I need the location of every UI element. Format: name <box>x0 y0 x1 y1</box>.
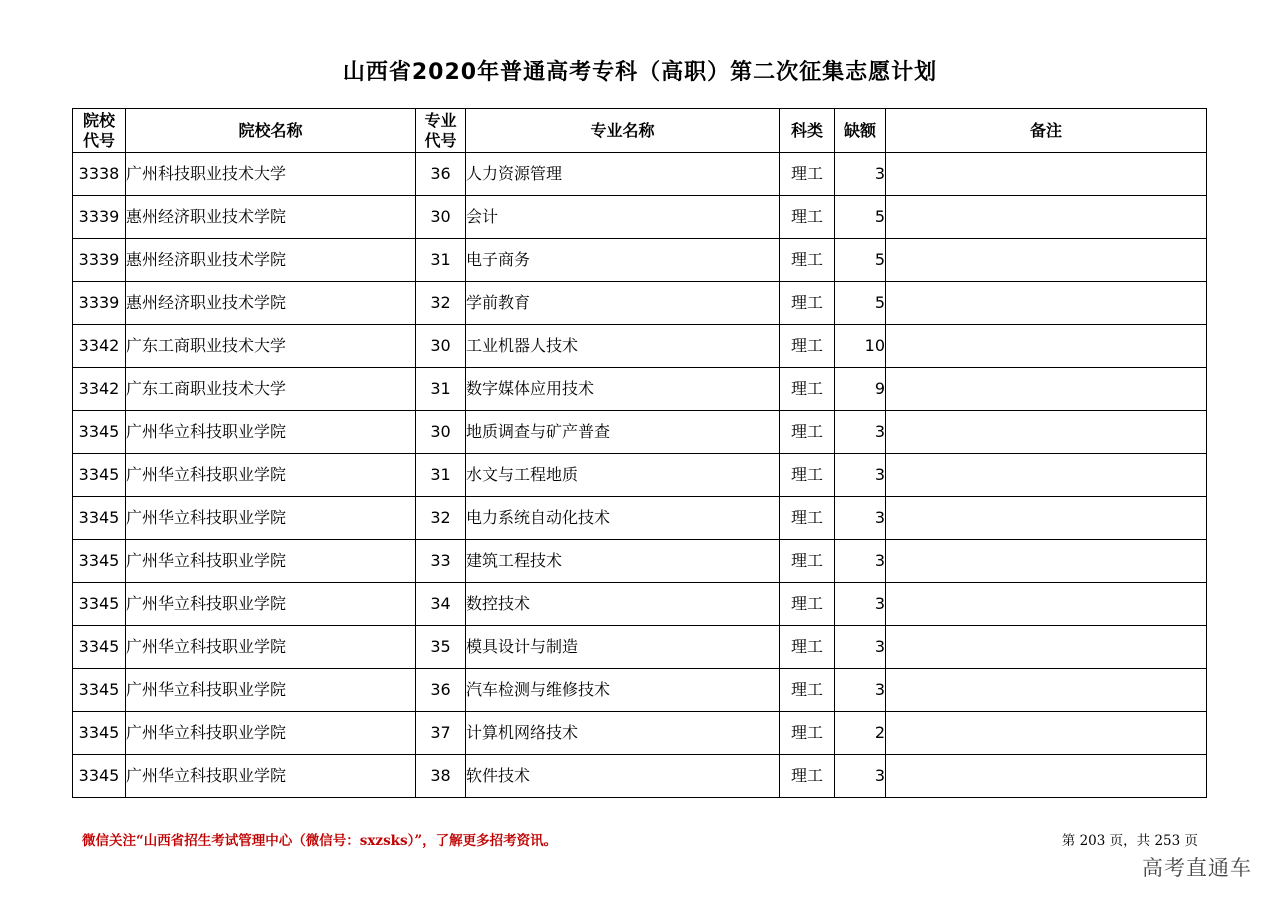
cell-school-code: 3345 <box>73 411 126 454</box>
cell-school-code: 3338 <box>73 153 126 196</box>
cell-major-code: 37 <box>416 712 466 755</box>
cell-school-code: 3345 <box>73 669 126 712</box>
cell-quota: 3 <box>835 755 886 798</box>
table-row <box>73 325 1207 368</box>
header-school-name: 院校名称 <box>126 109 416 153</box>
cell-remarks <box>886 755 1207 798</box>
cell-category: 理工 <box>780 282 835 325</box>
cell-major-name: 学前教育 <box>466 282 780 325</box>
cell-school-code: 3339 <box>73 282 126 325</box>
cell-remarks <box>886 411 1207 454</box>
table-row <box>73 755 1207 798</box>
table-body <box>73 153 1207 798</box>
cell-major-code: 32 <box>416 282 466 325</box>
cell-remarks <box>886 583 1207 626</box>
cell-quota: 5 <box>835 196 886 239</box>
cell-school-name: 广州华立科技职业学院 <box>126 626 416 669</box>
cell-category: 理工 <box>780 626 835 669</box>
footer-wechat-note: 微信关注“山西省招生考试管理中心（微信号：sxzsks）”，了解更多招考资讯。 <box>82 833 558 849</box>
table-row <box>73 239 1207 282</box>
cell-major-code: 33 <box>416 540 466 583</box>
cell-quota: 3 <box>835 497 886 540</box>
cell-remarks <box>886 368 1207 411</box>
cell-major-name: 模具设计与制造 <box>466 626 780 669</box>
table-header-row <box>73 109 1207 153</box>
cell-major-code: 31 <box>416 454 466 497</box>
cell-school-code: 3345 <box>73 454 126 497</box>
cell-major-name: 人力资源管理 <box>466 153 780 196</box>
cell-category: 理工 <box>780 712 835 755</box>
cell-major-name: 计算机网络技术 <box>466 712 780 755</box>
enrollment-plan-table <box>72 108 1207 798</box>
table-row <box>73 368 1207 411</box>
cell-school-name: 惠州经济职业技术学院 <box>126 239 416 282</box>
cell-major-code: 30 <box>416 196 466 239</box>
cell-major-name: 电子商务 <box>466 239 780 282</box>
table-row <box>73 540 1207 583</box>
table-row <box>73 454 1207 497</box>
cell-school-code: 3339 <box>73 196 126 239</box>
cell-major-name: 建筑工程技术 <box>466 540 780 583</box>
cell-major-code: 30 <box>416 411 466 454</box>
cell-school-name: 广州华立科技职业学院 <box>126 755 416 798</box>
cell-school-code: 3345 <box>73 626 126 669</box>
cell-quota: 3 <box>835 454 886 497</box>
cell-school-name: 广州华立科技职业学院 <box>126 454 416 497</box>
cell-major-code: 30 <box>416 325 466 368</box>
cell-remarks <box>886 282 1207 325</box>
cell-school-code: 3339 <box>73 239 126 282</box>
cell-school-name: 广州华立科技职业学院 <box>126 712 416 755</box>
cell-major-name: 软件技术 <box>466 755 780 798</box>
cell-category: 理工 <box>780 368 835 411</box>
header-category: 科类 <box>780 109 835 153</box>
header-quota: 缺额 <box>835 109 886 153</box>
watermark-text: 高考直通车 <box>1142 856 1252 880</box>
page-title: 山西省2020年普通高考专科（高职）第二次征集志愿计划 <box>342 60 938 85</box>
cell-school-code: 3342 <box>73 368 126 411</box>
cell-major-code: 35 <box>416 626 466 669</box>
cell-school-name: 广州华立科技职业学院 <box>126 497 416 540</box>
cell-category: 理工 <box>780 325 835 368</box>
cell-school-code: 3345 <box>73 712 126 755</box>
cell-school-code: 3345 <box>73 540 126 583</box>
cell-school-name: 广东工商职业技术大学 <box>126 325 416 368</box>
cell-school-code: 3345 <box>73 497 126 540</box>
table-row <box>73 669 1207 712</box>
cell-school-code: 3342 <box>73 325 126 368</box>
cell-category: 理工 <box>780 239 835 282</box>
cell-school-name: 惠州经济职业技术学院 <box>126 196 416 239</box>
cell-remarks <box>886 325 1207 368</box>
cell-major-name: 地质调查与矿产普查 <box>466 411 780 454</box>
table-row <box>73 196 1207 239</box>
cell-quota: 3 <box>835 583 886 626</box>
header-school-code: 院校 代号 <box>73 109 126 153</box>
cell-major-code: 31 <box>416 368 466 411</box>
table-row <box>73 626 1207 669</box>
table-row <box>73 411 1207 454</box>
cell-quota: 3 <box>835 669 886 712</box>
page-number: 第 203 页，共 253 页 <box>1061 833 1198 849</box>
cell-quota: 5 <box>835 239 886 282</box>
cell-quota: 3 <box>835 626 886 669</box>
cell-school-name: 广州科技职业技术大学 <box>126 153 416 196</box>
cell-school-name: 广州华立科技职业学院 <box>126 411 416 454</box>
cell-category: 理工 <box>780 196 835 239</box>
header-remarks: 备注 <box>886 109 1207 153</box>
cell-quota: 9 <box>835 368 886 411</box>
cell-remarks <box>886 196 1207 239</box>
cell-major-name: 数字媒体应用技术 <box>466 368 780 411</box>
cell-remarks <box>886 454 1207 497</box>
cell-school-name: 惠州经济职业技术学院 <box>126 282 416 325</box>
cell-major-code: 32 <box>416 497 466 540</box>
table-row <box>73 153 1207 196</box>
cell-major-name: 数控技术 <box>466 583 780 626</box>
cell-remarks <box>886 239 1207 282</box>
cell-major-name: 工业机器人技术 <box>466 325 780 368</box>
cell-major-code: 31 <box>416 239 466 282</box>
cell-category: 理工 <box>780 497 835 540</box>
cell-remarks <box>886 712 1207 755</box>
cell-quota: 3 <box>835 411 886 454</box>
cell-category: 理工 <box>780 583 835 626</box>
cell-category: 理工 <box>780 153 835 196</box>
cell-school-name: 广州华立科技职业学院 <box>126 583 416 626</box>
cell-remarks <box>886 497 1207 540</box>
cell-school-name: 广东工商职业技术大学 <box>126 368 416 411</box>
cell-school-name: 广州华立科技职业学院 <box>126 540 416 583</box>
header-major-name: 专业名称 <box>466 109 780 153</box>
cell-quota: 3 <box>835 540 886 583</box>
cell-major-name: 水文与工程地质 <box>466 454 780 497</box>
table-row <box>73 583 1207 626</box>
cell-major-name: 汽车检测与维修技术 <box>466 669 780 712</box>
table-row <box>73 497 1207 540</box>
cell-quota: 10 <box>835 325 886 368</box>
cell-category: 理工 <box>780 454 835 497</box>
cell-school-name: 广州华立科技职业学院 <box>126 669 416 712</box>
cell-remarks <box>886 669 1207 712</box>
cell-remarks <box>886 626 1207 669</box>
cell-category: 理工 <box>780 755 835 798</box>
cell-major-code: 36 <box>416 153 466 196</box>
table-row <box>73 712 1207 755</box>
cell-major-code: 36 <box>416 669 466 712</box>
cell-remarks <box>886 540 1207 583</box>
cell-school-code: 3345 <box>73 583 126 626</box>
cell-category: 理工 <box>780 669 835 712</box>
cell-major-code: 38 <box>416 755 466 798</box>
cell-major-name: 电力系统自动化技术 <box>466 497 780 540</box>
cell-major-name: 会计 <box>466 196 780 239</box>
cell-quota: 3 <box>835 153 886 196</box>
table-row <box>73 282 1207 325</box>
cell-quota: 5 <box>835 282 886 325</box>
cell-category: 理工 <box>780 411 835 454</box>
cell-category: 理工 <box>780 540 835 583</box>
cell-major-code: 34 <box>416 583 466 626</box>
header-major-code: 专业 代号 <box>416 109 466 153</box>
cell-remarks <box>886 153 1207 196</box>
cell-school-code: 3345 <box>73 755 126 798</box>
cell-quota: 2 <box>835 712 886 755</box>
